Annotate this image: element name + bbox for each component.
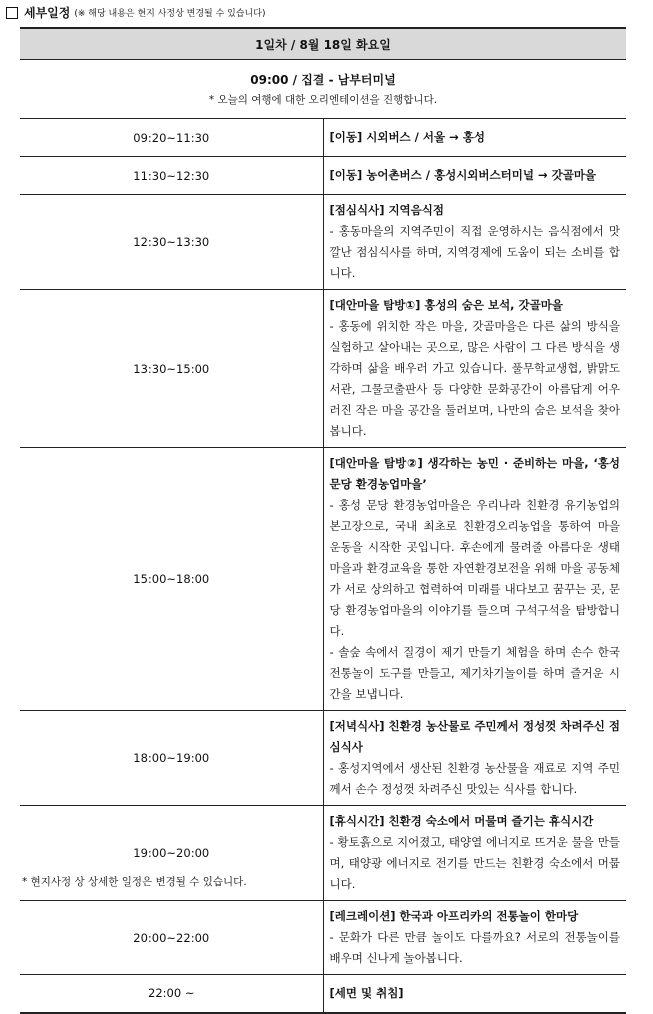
schedule-time: 12:30~13:30 xyxy=(20,195,323,290)
schedule-description xyxy=(323,119,626,157)
activity-detail: - 문화가 다른 만큼 놀이도 다를까요? 서로의 전통놀이를 배우며 신나게 놀아봅니다. xyxy=(329,930,620,965)
schedule-description xyxy=(323,448,626,711)
activity-title: [이동] 시외버스 / 서울 → 홍성 xyxy=(329,130,485,144)
schedule-time: 19:00~20:00 xyxy=(20,806,323,901)
activity-detail: - 황토흙으로 지어졌고, 태양열 에너지로 뜨거운 물을 만들며, 태양광 에너지로 전기를 만드는 친환경 숙소에서 머뭅니다. xyxy=(329,835,620,891)
schedule-time: 11:30~12:30 xyxy=(20,157,323,195)
section-title: 세부일정 xyxy=(24,6,71,20)
schedule-time: 20:00~22:00 xyxy=(20,901,323,975)
schedule-time: 22:00 ~ xyxy=(20,975,323,1013)
activity-title: [대안마을 탐방②] 생각하는 농민 · 준비하는 마을, ‘홍성 문당 환경농업마을’ xyxy=(329,456,620,491)
schedule-row xyxy=(20,448,626,711)
meeting-cell xyxy=(20,60,626,119)
meeting-row xyxy=(20,60,626,119)
schedule-row xyxy=(20,290,626,448)
section-note: (※ 해당 내용은 현지 사정상 변경될 수 있습니다) xyxy=(74,9,266,19)
schedule-time: 09:20~11:30 xyxy=(20,119,323,157)
activity-title: [휴식시간] 친환경 숙소에서 머물며 즐기는 휴식시간 xyxy=(329,814,594,828)
schedule-table xyxy=(20,27,626,1014)
schedule-row xyxy=(20,975,626,1013)
schedule-description xyxy=(323,806,626,901)
section-heading xyxy=(6,4,265,21)
schedule-description xyxy=(323,195,626,290)
activity-detail: - 홍동에 위치한 작은 마을, 갓골마을은 다른 삶의 방식을 실험하고 살아내는 곳으로, 많은 사람이 그 다른 방식을 생각하며 삶을 배우러 가고 있습니다. 풀무학교생협, 밝맑도서관, 그물코출판사 등 다양한 문화공간이 아름답게 어우러진 작은 마을 공간을 둘러보며, 나만의 숨은 보석을 찾아봅니다. xyxy=(329,319,620,438)
schedule-row xyxy=(20,119,626,157)
schedule-row xyxy=(20,195,626,290)
activity-detail: - 홍성 문당 환경농업마을은 우리나라 친환경 유기농업의 본고장으로, 국내 최초로 친환경오리농업을 통하여 마을 운동을 시작한 곳입니다. 후손에게 물려줄 아름다운 생태마을과 환경교육을 통한 자연환경보전을 위해 마을 공동체가 서로 상의하고 협력하여 미래를 내다보고 꿈꾸는 곳, 문당 환경농업마을의 이야기를 들으며 구석구석을 탐방합니다. xyxy=(329,498,620,638)
activity-title: [세면 및 취침] xyxy=(329,985,404,1000)
schedule-description xyxy=(323,975,626,1013)
activity-detail: - 홍성지역에서 생산된 친환경 농산물을 재료로 지역 주민께서 손수 정성껏 차려주신 맛있는 식사를 합니다. xyxy=(329,761,620,796)
schedule-time: 13:30~15:00 xyxy=(20,290,323,448)
meeting-note: * 오늘의 여행에 대한 오리엔테이션을 진행합니다. xyxy=(208,94,438,106)
schedule-description xyxy=(323,711,626,806)
activity-detail: - 홍동마을의 지역주민이 직접 운영하시는 음식점에서 맛깔난 점심식사를 하며, 지역경제에 도움이 되는 소비를 합니다. xyxy=(329,224,620,280)
checkbox-icon xyxy=(6,7,18,19)
activity-title: [점심식사] 지역음식점 xyxy=(329,203,444,217)
schedule-description xyxy=(323,290,626,448)
footnote: * 현지사정 상 상세한 일정은 변경될 수 있습니다. xyxy=(22,876,247,888)
activity-title: [저녁식사] 친환경 농산물로 주민께서 정성껏 차려주신 점심식사 xyxy=(329,719,620,754)
activity-detail: - 솔숲 속에서 질경이 제기 만들기 체험을 하며 손수 한국 전통놀이 도구를 만들고, 제기차기놀이를 하며 즐거운 시간을 보냅니다. xyxy=(329,645,620,701)
schedule-description xyxy=(323,901,626,975)
schedule-time: 15:00~18:00 xyxy=(20,448,323,711)
schedule-description xyxy=(323,157,626,195)
day-header-row xyxy=(20,28,626,60)
activity-title: [대안마을 탐방①] 홍성의 숨은 보석, 갓골마을 xyxy=(329,298,563,312)
meeting-title: 09:00 / 집결 - 남부터미널 xyxy=(250,73,396,87)
schedule-row xyxy=(20,711,626,806)
schedule-time: 18:00~19:00 xyxy=(20,711,323,806)
activity-title: [이동] 농어촌버스 / 홍성시외버스터미널 → 갓골마을 xyxy=(329,168,597,182)
day-title: 1일차 / 8월 18일 화요일 xyxy=(20,28,626,60)
schedule-row xyxy=(20,901,626,975)
activity-title: [레크레이션] 한국과 아프리카의 전통놀이 한마당 xyxy=(329,909,579,923)
schedule-row xyxy=(20,157,626,195)
